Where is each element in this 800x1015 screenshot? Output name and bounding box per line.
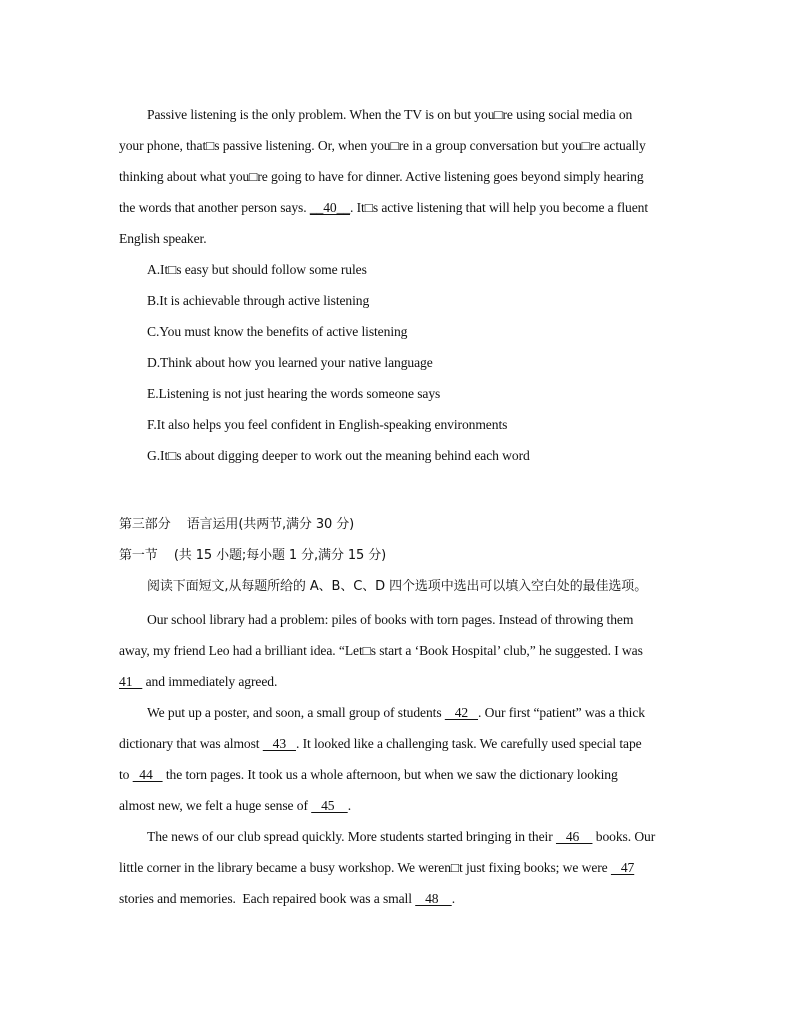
instruction: 阅读下面短文,从每题所给的 A、B、C、D 四个选项中选出可以填入空白处的最佳选项。 xyxy=(147,579,648,594)
text: . xyxy=(451,891,456,906)
passage1-line-1: Passive listening is the only problem. When the TV is on but you□re using social media on xyxy=(147,107,633,122)
text: . It□s active listening that will help you become a fluent xyxy=(350,200,649,215)
blank-43: 43 xyxy=(262,736,296,751)
blank-44: 44 xyxy=(132,767,163,782)
blank-41: 41 xyxy=(119,674,143,689)
text: dictionary that was almost xyxy=(119,736,263,751)
passage1-line-4 xyxy=(119,199,648,217)
passage2-line-10 xyxy=(119,890,455,908)
passage2-line-5 xyxy=(119,735,642,753)
text: little corner in the library became a busy workshop. We weren□t just fixing books; we were xyxy=(119,860,611,875)
text: to xyxy=(119,767,133,782)
blank-40: __40__ xyxy=(309,200,351,215)
text: stories and memories. Each repaired book was a small xyxy=(119,891,416,906)
text: and immediately agreed. xyxy=(142,674,278,689)
passage2-line-9 xyxy=(119,859,634,877)
text: The news of our club spread quickly. More students started bringing in their xyxy=(147,829,556,844)
blank-47: 47 xyxy=(610,860,635,875)
passage2-line-3 xyxy=(119,673,277,691)
passage1-line-3: thinking about what you□re going to have for dinner. Active listening goes beyond simply hearing xyxy=(119,169,644,184)
text: the words that another person says. xyxy=(119,200,310,215)
passage1-line-5: English speaker. xyxy=(119,231,207,246)
part-title: 第三部分 语言运用(共两节,满分 30 分) xyxy=(119,517,355,532)
option-g: G.It□s about digging deeper to work out the meaning behind each word xyxy=(147,448,530,463)
passage2-line-8 xyxy=(147,828,655,846)
passage2-line-7 xyxy=(119,797,351,815)
passage2-line-2: away, my friend Leo had a brilliant idea. “Let□s start a ‘Book Hospital’ club,” he suggested. I was xyxy=(119,643,643,658)
blank-46: 46 xyxy=(555,829,593,844)
option-c: C.You must know the benefits of active listening xyxy=(147,324,408,339)
section-subtitle: 第一节 (共 15 小题;每小题 1 分,满分 15 分) xyxy=(119,548,387,563)
blank-45: 45 xyxy=(311,798,348,813)
passage2-line-1: Our school library had a problem: piles of books with torn pages. Instead of throwing them xyxy=(147,612,634,627)
text: . It looked like a challenging task. We carefully used special tape xyxy=(295,736,642,751)
blank-42: 42 xyxy=(444,705,479,720)
text: . xyxy=(347,798,351,813)
text: books. Our xyxy=(592,829,656,844)
option-a: A.It□s easy but should follow some rules xyxy=(147,262,367,277)
text: almost new, we felt a huge sense of xyxy=(119,798,312,813)
option-b: B.It is achievable through active listening xyxy=(147,293,370,308)
text: the torn pages. It took us a whole afternoon, but when we saw the dictionary looking xyxy=(162,767,618,782)
passage2-line-6 xyxy=(119,766,618,784)
blank-48: 48 xyxy=(415,891,452,906)
text: We put up a poster, and soon, a small group of students xyxy=(147,705,445,720)
passage1-line-2: your phone, that□s passive listening. Or, when you□re in a group conversation but you□re actually xyxy=(119,138,646,153)
option-e: E.Listening is not just hearing the words someone says xyxy=(147,386,441,401)
text: . Our first “patient” was a thick xyxy=(478,705,645,720)
option-d: D.Think about how you learned your native language xyxy=(147,355,433,370)
option-f: F.It also helps you feel confident in English-speaking environments xyxy=(147,417,508,432)
passage2-line-4 xyxy=(147,704,645,722)
